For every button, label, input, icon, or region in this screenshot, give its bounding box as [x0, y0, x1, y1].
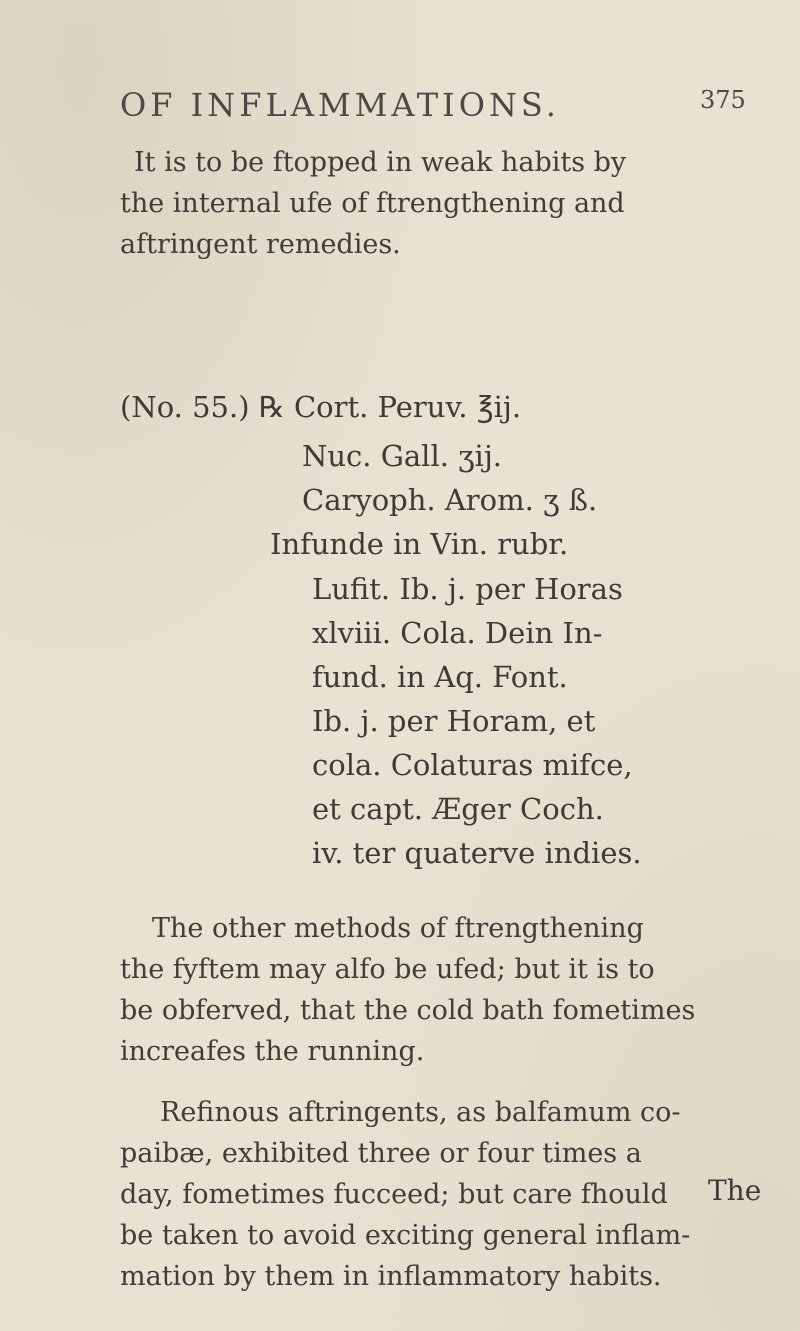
intro-line: It is to be ftopped in weak habits by [134, 147, 627, 178]
paragraph-line: mation by them in inflammatory habits. [120, 1261, 662, 1292]
prescription-ingredients [270, 434, 597, 566]
prescription-line: Lufit. Ib. j. per Horas [312, 572, 623, 606]
prescription-lead: (No. 55.) ℞ Cort. Peruv. ℥ij. [120, 390, 522, 424]
catchword: The [708, 1174, 762, 1207]
paragraph-line: be taken to avoid exciting general inflam- [120, 1220, 691, 1251]
running-title: OF INFLAMMATIONS. [120, 86, 560, 124]
prescription-line: fund. in Aq. Font. [312, 660, 568, 694]
paragraph-line: The other methods of ftrengthening [152, 913, 644, 944]
prescription-instructions [312, 567, 642, 875]
prescription-line: iv. ter quaterve indies. [312, 836, 642, 870]
intro-line: aftringent remedies. [120, 229, 401, 260]
prescription-line: Nuc. Gall. ʒij. [302, 439, 503, 473]
prescription-line: Ib. j. per Horam, et [312, 704, 596, 738]
paragraph-line: day, fometimes fucceed; but care fhould [120, 1179, 668, 1210]
prescription-line: Caryoph. Arom. ʒ ß. [302, 483, 598, 517]
paragraph-line [120, 1092, 690, 1133]
paragraph-line: be obferved, that the cold bath fometimes [120, 995, 696, 1026]
prescription-line: et capt. Æger Coch. [312, 792, 604, 826]
prescription-line: cola. Colaturas mifce, [312, 748, 633, 782]
prescription-line: Infunde in Vin. rubr. [270, 527, 569, 561]
paragraph-text: Refinous aftringents, as balfamum co- [160, 1097, 681, 1128]
second-paragraph [120, 908, 695, 1072]
intro-line: the internal ufe of ftrengthening and [120, 188, 625, 219]
third-paragraph [120, 1092, 690, 1297]
intro-paragraph [120, 142, 626, 265]
page-number: 375 [700, 86, 746, 114]
paragraph-line: increafes the running. [120, 1036, 425, 1067]
prescription-line: xlviii. Cola. Dein In- [312, 616, 603, 650]
paragraph-line: paibæ, exhibited three or four times a [120, 1138, 642, 1169]
paragraph-line: the fyftem may alfo be ufed; but it is to [120, 954, 655, 985]
